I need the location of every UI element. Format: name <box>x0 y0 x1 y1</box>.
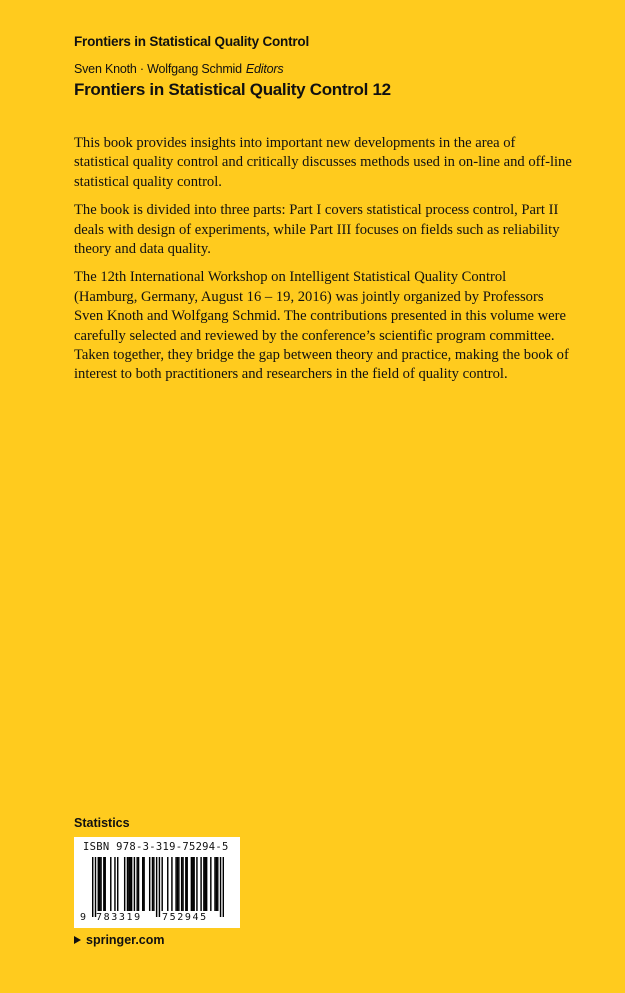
website-text: springer.com <box>86 933 165 947</box>
barcode-bar <box>143 857 144 911</box>
barcode-bar <box>196 857 197 911</box>
barcode-bar <box>182 857 183 911</box>
book-title: Frontiers in Statistical Quality Control 12 <box>74 80 391 99</box>
barcode-bar <box>220 857 221 917</box>
barcode-bar <box>171 857 172 911</box>
subject-category: Statistics <box>74 816 130 830</box>
barcode-bar <box>206 857 207 911</box>
ean-first-digit: 9 <box>80 912 87 923</box>
barcode-bar <box>136 857 137 911</box>
editors-line <box>74 62 283 76</box>
barcode-bar <box>127 857 128 911</box>
book-description <box>74 134 572 394</box>
barcode-bar <box>128 857 129 911</box>
barcode-bar <box>159 857 160 917</box>
editor-names: Sven Knoth · Wolfgang Schmid <box>74 62 242 76</box>
triangle-right-icon <box>74 936 81 944</box>
editors-role: Editors <box>245 62 284 76</box>
barcode-bar <box>105 857 106 911</box>
barcode-bar <box>110 857 111 911</box>
barcode-bar <box>131 857 132 911</box>
website-link[interactable] <box>74 933 165 947</box>
barcode-bar <box>152 857 153 911</box>
barcode-bar <box>214 857 215 911</box>
barcode-bar <box>223 857 224 917</box>
isbn-barcode <box>74 837 240 928</box>
barcode-bar <box>192 857 193 911</box>
description-paragraph-1: This book provides insights into important new developments in the area of statistical quality control and critically discusses methods used in on-line and off-line statistical quality control. <box>74 135 572 190</box>
barcode-bar <box>203 857 204 911</box>
barcode-bar <box>186 857 187 911</box>
barcode-bar <box>181 857 182 911</box>
barcode-bar <box>92 857 93 917</box>
ean-left-digits: 783319 <box>96 912 142 923</box>
barcode-bar <box>205 857 206 911</box>
barcode-bar <box>210 857 211 911</box>
isbn-label: ISBN 978-3-319-75294-5 <box>83 841 229 853</box>
barcode-bar <box>117 857 118 911</box>
barcode-bar <box>193 857 194 911</box>
barcode-bar <box>217 857 218 911</box>
barcode-bar <box>100 857 101 911</box>
ean-right-digits: 752945 <box>162 912 208 923</box>
barcode-bar <box>142 857 143 911</box>
description-paragraph-3: The 12th International Workshop on Intelligent Statistical Quality Control (Hamburg, Germany, August 16 – 19, 2016) was jointly organized by Professors Sven Knoth and Wolfgang Schmid. The contributions presented in this volume were carefully selected and reviewed by the conference’s scientific program committee. Taken together, they bridge the gap between theory and practice, making the book of interest to both practitioners and researchers in the field of quality control. <box>74 269 569 383</box>
barcode-bar <box>156 857 157 917</box>
barcode-bar <box>153 857 154 911</box>
description-paragraph-2: The book is divided into three parts: Part I covers statistical process control, Part II deals with design of experiments, while Part III focuses on fields such as reliability theory and data quality. <box>74 202 560 258</box>
barcode-bar <box>216 857 217 911</box>
barcode-bar <box>178 857 179 911</box>
barcode-bar <box>103 857 104 911</box>
barcode-bar <box>124 857 125 911</box>
barcode-bar <box>114 857 115 911</box>
barcode-bar <box>167 857 168 911</box>
series-name: Frontiers in Statistical Quality Control <box>74 34 310 49</box>
barcode-bar <box>191 857 192 911</box>
barcode-bar <box>130 857 131 911</box>
barcode-bar <box>177 857 178 911</box>
barcode-bar <box>185 857 186 911</box>
barcode-bar <box>149 857 150 911</box>
barcode-bar <box>134 857 135 911</box>
barcode-bar <box>200 857 201 911</box>
barcode-bar <box>98 857 99 911</box>
barcode-bar <box>95 857 96 917</box>
barcode-bar <box>161 857 162 911</box>
barcode-bar <box>99 857 100 911</box>
barcode-bar <box>138 857 139 911</box>
barcode-bar <box>175 857 176 911</box>
